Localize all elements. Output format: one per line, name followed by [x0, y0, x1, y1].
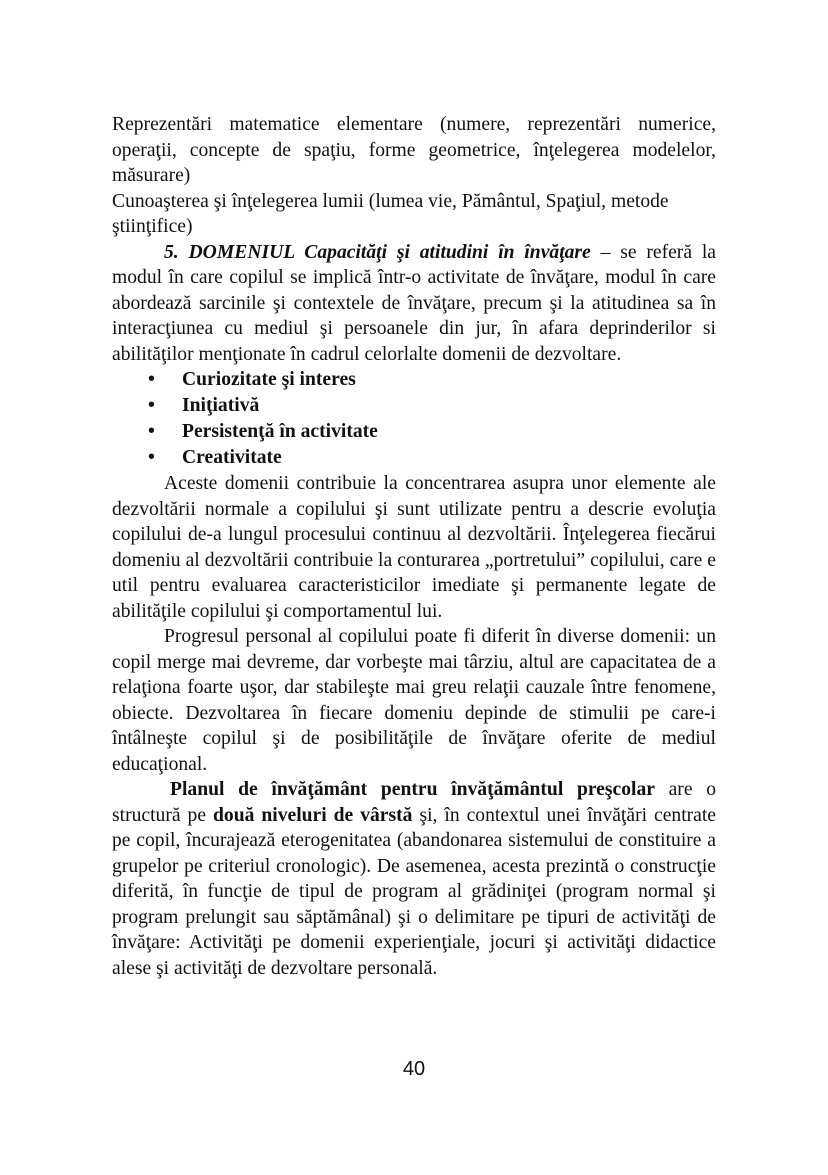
page-number: 40: [402, 1058, 426, 1080]
curriculum-plan-text-1: are o structură pe: [112, 779, 716, 826]
list-item-label: Creativitate: [182, 447, 282, 468]
paragraph-domains-contribution: Aceste domenii contribuie la concentrarea asupra unor elemente ale dezvoltării normale a copilului şi sunt utilizate pentru a descrie evoluţia copilului de-a lungul procesului continuu al dezvoltării. Înţelegerea fiecărui domeniu al dezvoltării contribuie la conturarea „portretului” copilului, care e util pentru evaluarea caracteristicilor imediate şi permanente legate de abilităţile copilului şi comportamentul lui.: [112, 473, 716, 622]
bullet-icon: •: [148, 369, 155, 390]
list-item-label: Persistenţă în activitate: [182, 421, 378, 442]
list-item: [112, 367, 716, 393]
domain-5-description: – se referă la modul în care copilul se implică într-o activitate de învăţare, modul în care abordează sarcinile şi contextele de învăţare, precum şi la atitudinea sa în interacţiunea cu mediul şi persoanele din jur, în afara deprinderilor si abilităţilor menţionate în cadrul celorlalte domenii de dezvoltare.: [112, 241, 716, 365]
paragraph-math-representations: Reprezentări matematice elementare (numere, reprezentări numerice, operaţii, concepte de spaţiu, forme geometrice, înţelegerea modelelor, măsurare): [112, 114, 716, 186]
list-item: [112, 393, 716, 419]
bullet-icon: •: [148, 447, 155, 468]
age-levels-emphasis: două niveluri de vârstă: [213, 804, 413, 826]
curriculum-plan-title: Planul de învăţământ pentru învăţământul preşcolar: [170, 779, 655, 800]
bullet-icon: •: [148, 395, 155, 416]
paragraph-curriculum-plan: [112, 777, 716, 981]
list-item: [112, 419, 716, 445]
list-item-label: Iniţiativă: [182, 395, 260, 416]
list-item-label: Curiozitate şi interes: [182, 369, 356, 390]
paragraph-personal-progress: Progresul personal al copilului poate fi diferit în diverse domenii: un copil merge mai devreme, dar vorbeşte mai târziu, altul are capacitatea de a relaţiona foarte uşor, dar stabileşte mai greu relaţii cauzale între fenomene, obiecte. Dezvoltarea în fiecare domeniu depinde de stimulii pe care-i întâlneşte copilul şi de posibilităţile de învăţare oferite de mediul educaţional.: [112, 626, 716, 775]
list-item: [112, 445, 716, 471]
page-content: [112, 112, 716, 981]
bullet-icon: •: [148, 421, 155, 442]
curriculum-plan-text-2: şi, în contextul unei învăţări centrate pe copil, încurajează eterogenitatea (abandonarea sistemului de constituire a grupelor pe criteriul cronologic). De asemenea, acesta prezintă o construcţie diferită, în funcţie de tipul de program al grădiniţei (program normal şi program prelungit sau săptămânal) şi o delimitare pe tipuri de activităţi de învăţare: Activităţi pe domenii experienţiale, jocuri şi activităţi didactice alese şi activităţi de dezvoltare personală.: [112, 804, 717, 979]
bullet-list: [112, 367, 716, 471]
domain-5-heading: 5. DOMENIUL Capacităţi şi atitudini în învăţare: [164, 241, 591, 263]
paragraph-domain-5: [112, 240, 716, 368]
paragraph-world-knowledge: Cunoaşterea şi înţelegerea lumii (lumea vie, Pământul, Spaţiul, metode ştiinţifice): [112, 190, 669, 237]
